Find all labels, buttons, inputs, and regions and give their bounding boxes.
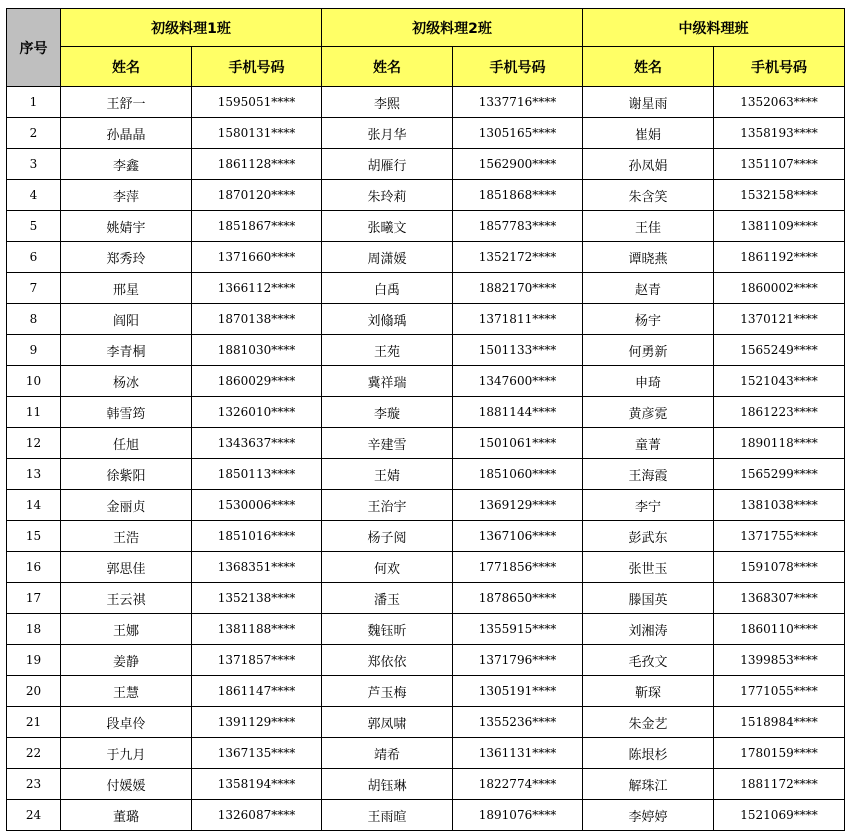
index-cell: 8	[7, 304, 61, 335]
table-row	[7, 87, 845, 118]
name-cell: 付媛媛	[61, 769, 192, 800]
table-row	[7, 242, 845, 273]
phone-cell: 1881172****	[714, 769, 845, 800]
name-cell: 孙晶晶	[61, 118, 192, 149]
phone-cell: 1851868****	[453, 180, 583, 211]
index-cell: 10	[7, 366, 61, 397]
name-cell: 阎阳	[61, 304, 192, 335]
index-cell: 11	[7, 397, 61, 428]
name-cell: 芦玉梅	[322, 676, 453, 707]
phone-cell: 1521043****	[714, 366, 845, 397]
name-cell: 靖希	[322, 738, 453, 769]
name-cell: 何勇新	[583, 335, 714, 366]
name-cell: 金丽贞	[61, 490, 192, 521]
phone-cell: 1501061****	[453, 428, 583, 459]
phone-cell: 1371755****	[714, 521, 845, 552]
name-cell: 解珠江	[583, 769, 714, 800]
index-cell: 9	[7, 335, 61, 366]
name-cell: 靳琛	[583, 676, 714, 707]
table-row	[7, 552, 845, 583]
name-cell: 李青桐	[61, 335, 192, 366]
name-cell: 杨子阅	[322, 521, 453, 552]
table-row	[7, 397, 845, 428]
table-row	[7, 583, 845, 614]
phone-cell: 1347600****	[453, 366, 583, 397]
phone-cell: 1532158****	[714, 180, 845, 211]
name-header: 姓名	[583, 47, 714, 87]
name-cell: 李璇	[322, 397, 453, 428]
group-header-intermediate: 中级料理班	[583, 9, 845, 47]
name-cell: 李熙	[322, 87, 453, 118]
phone-header: 手机号码	[192, 47, 322, 87]
name-cell: 周潇媛	[322, 242, 453, 273]
phone-cell: 1882170****	[453, 273, 583, 304]
name-cell: 邢星	[61, 273, 192, 304]
name-cell: 魏钰昕	[322, 614, 453, 645]
phone-cell: 1367106****	[453, 521, 583, 552]
name-cell: 徐紫阳	[61, 459, 192, 490]
phone-header: 手机号码	[714, 47, 845, 87]
name-cell: 彭武东	[583, 521, 714, 552]
index-cell: 24	[7, 800, 61, 831]
phone-cell: 1305165****	[453, 118, 583, 149]
index-cell: 1	[7, 87, 61, 118]
table-header	[7, 9, 845, 87]
name-cell: 朱金艺	[583, 707, 714, 738]
name-cell: 韩雪筠	[61, 397, 192, 428]
phone-cell: 1562900****	[453, 149, 583, 180]
name-cell: 李萍	[61, 180, 192, 211]
table-row	[7, 800, 845, 831]
name-cell: 王云祺	[61, 583, 192, 614]
phone-cell: 1860029****	[192, 366, 322, 397]
name-cell: 王慧	[61, 676, 192, 707]
name-cell: 王佳	[583, 211, 714, 242]
phone-cell: 1343637****	[192, 428, 322, 459]
class-roster-table	[6, 8, 845, 831]
phone-cell: 1565249****	[714, 335, 845, 366]
phone-cell: 1861147****	[192, 676, 322, 707]
name-cell: 黄彦霓	[583, 397, 714, 428]
name-cell: 王治宇	[322, 490, 453, 521]
phone-cell: 1780159****	[714, 738, 845, 769]
name-cell: 王婧	[322, 459, 453, 490]
phone-cell: 1355915****	[453, 614, 583, 645]
phone-cell: 1870120****	[192, 180, 322, 211]
phone-cell: 1851016****	[192, 521, 322, 552]
phone-cell: 1881144****	[453, 397, 583, 428]
name-cell: 陈垠杉	[583, 738, 714, 769]
table-row	[7, 366, 845, 397]
index-header: 序号	[7, 9, 61, 87]
table-row	[7, 273, 845, 304]
phone-cell: 1305191****	[453, 676, 583, 707]
phone-cell: 1518984****	[714, 707, 845, 738]
index-cell: 20	[7, 676, 61, 707]
phone-cell: 1861192****	[714, 242, 845, 273]
table-row	[7, 738, 845, 769]
phone-cell: 1371796****	[453, 645, 583, 676]
phone-cell: 1351107****	[714, 149, 845, 180]
index-cell: 7	[7, 273, 61, 304]
table-row	[7, 118, 845, 149]
name-cell: 谭晓燕	[583, 242, 714, 273]
name-cell: 张曦文	[322, 211, 453, 242]
name-cell: 姜静	[61, 645, 192, 676]
phone-cell: 1368351****	[192, 552, 322, 583]
name-cell: 杨宇	[583, 304, 714, 335]
index-cell: 18	[7, 614, 61, 645]
index-cell: 14	[7, 490, 61, 521]
phone-cell: 1891076****	[453, 800, 583, 831]
phone-cell: 1391129****	[192, 707, 322, 738]
index-cell: 22	[7, 738, 61, 769]
table-row	[7, 180, 845, 211]
name-cell: 赵青	[583, 273, 714, 304]
phone-cell: 1822774****	[453, 769, 583, 800]
phone-cell: 1361131****	[453, 738, 583, 769]
name-cell: 王海霞	[583, 459, 714, 490]
index-cell: 12	[7, 428, 61, 459]
phone-cell: 1771055****	[714, 676, 845, 707]
phone-cell: 1595051****	[192, 87, 322, 118]
name-cell: 杨冰	[61, 366, 192, 397]
index-cell: 23	[7, 769, 61, 800]
phone-cell: 1857783****	[453, 211, 583, 242]
phone-cell: 1890118****	[714, 428, 845, 459]
phone-cell: 1565299****	[714, 459, 845, 490]
index-cell: 21	[7, 707, 61, 738]
name-cell: 白禹	[322, 273, 453, 304]
name-cell: 滕国英	[583, 583, 714, 614]
phone-cell: 1521069****	[714, 800, 845, 831]
index-cell: 19	[7, 645, 61, 676]
phone-cell: 1861128****	[192, 149, 322, 180]
index-cell: 16	[7, 552, 61, 583]
phone-cell: 1326087****	[192, 800, 322, 831]
phone-cell: 1367135****	[192, 738, 322, 769]
phone-cell: 1352172****	[453, 242, 583, 273]
phone-cell: 1861223****	[714, 397, 845, 428]
table-row	[7, 335, 845, 366]
name-header: 姓名	[322, 47, 453, 87]
group-header-class-2: 初级料理2班	[322, 9, 583, 47]
phone-cell: 1870138****	[192, 304, 322, 335]
name-cell: 李鑫	[61, 149, 192, 180]
index-cell: 6	[7, 242, 61, 273]
phone-cell: 1337716****	[453, 87, 583, 118]
name-cell: 朱玲莉	[322, 180, 453, 211]
phone-header: 手机号码	[453, 47, 583, 87]
phone-cell: 1881030****	[192, 335, 322, 366]
phone-cell: 1381188****	[192, 614, 322, 645]
name-cell: 段卓伶	[61, 707, 192, 738]
name-cell: 毛孜文	[583, 645, 714, 676]
table-row	[7, 211, 845, 242]
index-cell: 13	[7, 459, 61, 490]
phone-cell: 1358194****	[192, 769, 322, 800]
name-cell: 郭思佳	[61, 552, 192, 583]
phone-cell: 1878650****	[453, 583, 583, 614]
phone-cell: 1851867****	[192, 211, 322, 242]
sub-header-row	[7, 47, 845, 87]
phone-cell: 1371857****	[192, 645, 322, 676]
name-cell: 刘湘涛	[583, 614, 714, 645]
phone-cell: 1851060****	[453, 459, 583, 490]
name-cell: 王娜	[61, 614, 192, 645]
index-cell: 3	[7, 149, 61, 180]
phone-cell: 1850113****	[192, 459, 322, 490]
name-cell: 董璐	[61, 800, 192, 831]
phone-cell: 1370121****	[714, 304, 845, 335]
phone-cell: 1326010****	[192, 397, 322, 428]
group-header-row	[7, 9, 845, 47]
name-cell: 朱含笑	[583, 180, 714, 211]
table-row	[7, 490, 845, 521]
name-cell: 张月华	[322, 118, 453, 149]
table-row	[7, 676, 845, 707]
phone-cell: 1352063****	[714, 87, 845, 118]
phone-cell: 1368307****	[714, 583, 845, 614]
name-cell: 王雨暄	[322, 800, 453, 831]
table-row	[7, 645, 845, 676]
phone-cell: 1860110****	[714, 614, 845, 645]
table-row	[7, 459, 845, 490]
phone-cell: 1381038****	[714, 490, 845, 521]
table-row	[7, 614, 845, 645]
phone-cell: 1381109****	[714, 211, 845, 242]
name-cell: 崔娟	[583, 118, 714, 149]
name-cell: 王舒一	[61, 87, 192, 118]
index-cell: 4	[7, 180, 61, 211]
name-cell: 童菁	[583, 428, 714, 459]
name-cell: 谢星雨	[583, 87, 714, 118]
name-cell: 潘玉	[322, 583, 453, 614]
name-cell: 申琦	[583, 366, 714, 397]
table-body	[7, 87, 845, 831]
name-cell: 张世玉	[583, 552, 714, 583]
phone-cell: 1399853****	[714, 645, 845, 676]
phone-cell: 1580131****	[192, 118, 322, 149]
table-row	[7, 428, 845, 459]
table-row	[7, 769, 845, 800]
phone-cell: 1366112****	[192, 273, 322, 304]
name-cell: 于九月	[61, 738, 192, 769]
name-cell: 郭凤啸	[322, 707, 453, 738]
name-cell: 李宁	[583, 490, 714, 521]
phone-cell: 1591078****	[714, 552, 845, 583]
phone-cell: 1369129****	[453, 490, 583, 521]
name-cell: 郑秀玲	[61, 242, 192, 273]
table-row	[7, 149, 845, 180]
group-header-class-1: 初级料理1班	[61, 9, 322, 47]
phone-cell: 1371660****	[192, 242, 322, 273]
name-cell: 冀祥瑞	[322, 366, 453, 397]
name-cell: 胡钰琳	[322, 769, 453, 800]
phone-cell: 1371811****	[453, 304, 583, 335]
name-cell: 何欢	[322, 552, 453, 583]
index-cell: 2	[7, 118, 61, 149]
index-cell: 5	[7, 211, 61, 242]
name-cell: 姚婧宇	[61, 211, 192, 242]
phone-cell: 1355236****	[453, 707, 583, 738]
index-cell: 17	[7, 583, 61, 614]
name-cell: 郑依依	[322, 645, 453, 676]
name-header: 姓名	[61, 47, 192, 87]
name-cell: 胡雁行	[322, 149, 453, 180]
table-row	[7, 304, 845, 335]
index-cell: 15	[7, 521, 61, 552]
name-cell: 任旭	[61, 428, 192, 459]
phone-cell: 1352138****	[192, 583, 322, 614]
table-row	[7, 707, 845, 738]
phone-cell: 1771856****	[453, 552, 583, 583]
name-cell: 王浩	[61, 521, 192, 552]
name-cell: 辛建雪	[322, 428, 453, 459]
phone-cell: 1860002****	[714, 273, 845, 304]
name-cell: 刘翛瑀	[322, 304, 453, 335]
name-cell: 孙凤娟	[583, 149, 714, 180]
phone-cell: 1501133****	[453, 335, 583, 366]
phone-cell: 1530006****	[192, 490, 322, 521]
name-cell: 王苑	[322, 335, 453, 366]
phone-cell: 1358193****	[714, 118, 845, 149]
table-row	[7, 521, 845, 552]
name-cell: 李婷婷	[583, 800, 714, 831]
